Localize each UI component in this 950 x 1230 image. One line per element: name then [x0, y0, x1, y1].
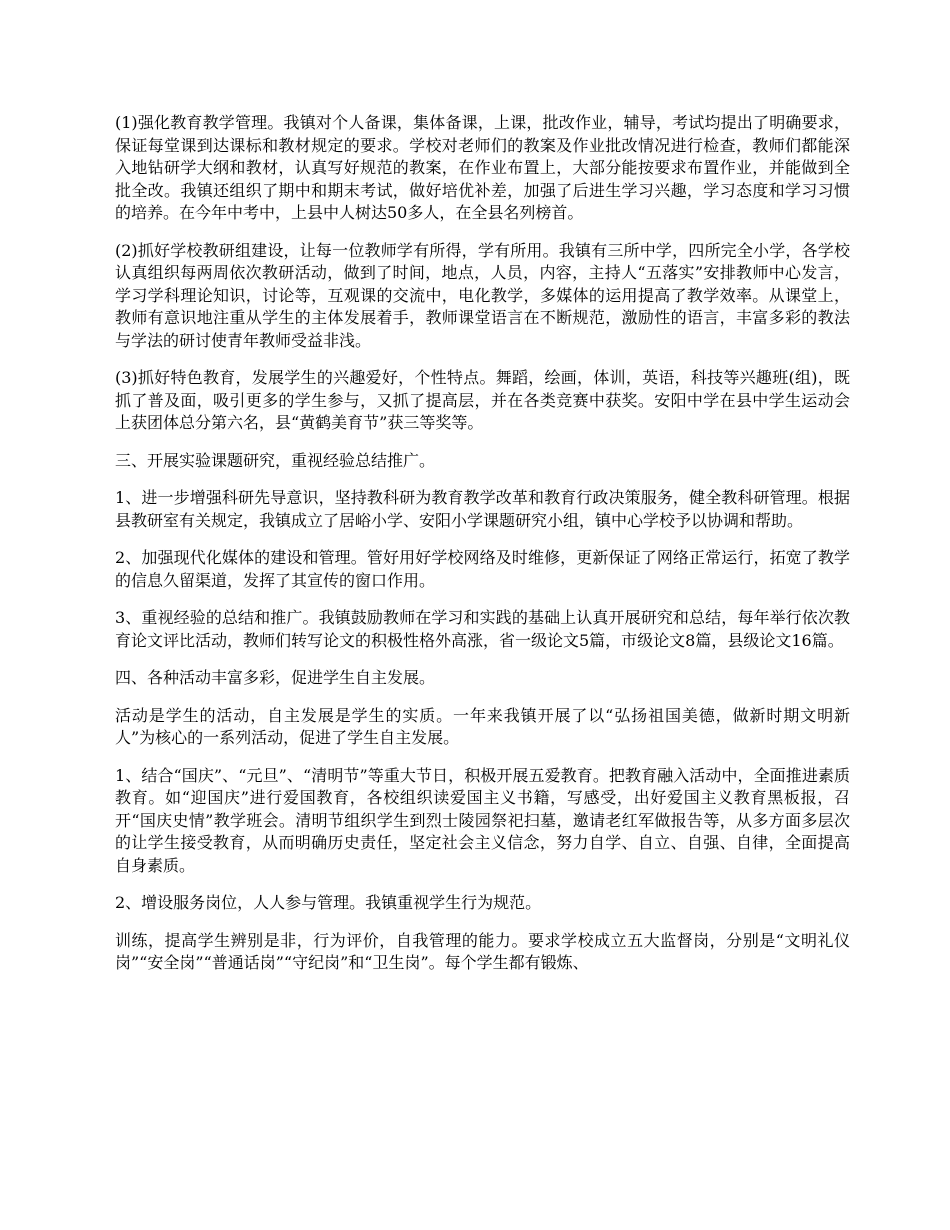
section-heading-4: 四、各种活动丰富多彩，促进学生自主发展。 [115, 668, 436, 687]
paragraph-special-education: (3)抓好特色教育，发展学生的兴趣爱好，个性特点。舞蹈，绘画，体训，英语，科技等兴趣班(组)，既抓了普及面，吸引更多的学生参与，又抓了提高层，并在各类竞赛中获奖。安阳中学在县中学生运动会上获团体总分第六名，县“黄鹤美育节”获三等奖等。 [115, 368, 850, 432]
paragraph-holiday-education: 1、结合“国庆”、“元旦”、“清明节”等重大节日，积极开展五爱教育。把教育融入活动中，全面推进素质教育。如“迎国庆”进行爱国教育，各校组织读爱国主义书籍，写感受，出好爱国主义教育黑板报，召开“国庆史情”教学班会。清明节组织学生到烈士陵园祭祀扫墓，邀请老红军做报告等，从多方面多层次的让学生接受教育，从而明确历史责任，坚定社会主义信念，努力自学、自立、自强、自律，全面提高自身素质。 [115, 765, 850, 875]
paragraph-modern-media: 2、加强现代化媒体的建设和管理。管好用好学校网络及时维修，更新保证了网络正常运行，拓宽了教学的信息久留渠道，发挥了其宣传的窗口作用。 [115, 548, 850, 590]
paragraph-activities-intro: 活动是学生的活动，自主发展是学生的实质。一年来我镇开展了以“弘扬祖国美德，做新时期文明新人”为核心的一系列活动，促进了学生自主发展。 [115, 705, 850, 747]
paragraph-service-posts: 2、增设服务岗位，人人参与管理。我镇重视学生行为规范。 [115, 893, 542, 912]
paragraph-teaching-research-group: (2)抓好学校教研组建设，让每一位教师学有所得，学有所用。我镇有三所中学，四所完全小学，各学校认真组织每两周依次教研活动，做到了时间，地点，人员，内容，主持人“五落实”安排教师中心发言，学习学科理论知识，讨论等，互观课的交流中，电化教学，多媒体的运用提高了教学效率。从课堂上，教师有意识地注重从学生的主体发展着手，教师课堂语言在不断规范，激励性的语言，丰富多彩的教法与学法的研讨使青年教师受益非浅。 [115, 240, 850, 350]
document-page [115, 112, 850, 990]
paragraph-experience-summary: 3、重视经验的总结和推广。我镇鼓励教师在学习和实践的基础上认真开展研究和总结，每年举行依次教育论文评比活动，教师们转写论文的积极性格外高涨，省一级论文5篇，市级论文8篇，县级论文16篇。 [115, 608, 850, 650]
paragraph-training: 训练，提高学生辨别是非，行为评价，自我管理的能力。要求学校成立五大监督岗，分别是“文明礼仪岗”“安全岗”“普通话岗”“守纪岗”和“卫生岗”。每个学生都有锻炼、 [115, 930, 850, 972]
section-heading-3: 三、开展实验课题研究，重视经验总结推广。 [115, 450, 436, 470]
paragraph-teaching-management: (1)强化教育教学管理。我镇对个人备课，集体备课，上课，批改作业，辅导，考试均提出了明确要求，保证每堂课到达课标和教材规定的要求。学校对老师们的教案及作业批改情况进行检查，教师们都能深入地钻研学大纲和教材，认真写好规范的教案，在作业布置上，大部分能按要求布置作业，并能做到全批全改。我镇还组织了期中和期末考试，做好培优补差，加强了后进生学习兴趣，学习态度和学习习惯的培养。在今年中考中，上县中人树达50多人，在全县名列榜首。 [115, 113, 850, 222]
paragraph-research-awareness: 1、进一步增强科研先导意识，坚持教科研为教育教学改革和教育行政决策服务，健全教科研管理。根据县教研室有关规定，我镇成立了居峪小学、安阳小学课题研究小组，镇中心学校予以协调和帮助。 [115, 488, 850, 530]
